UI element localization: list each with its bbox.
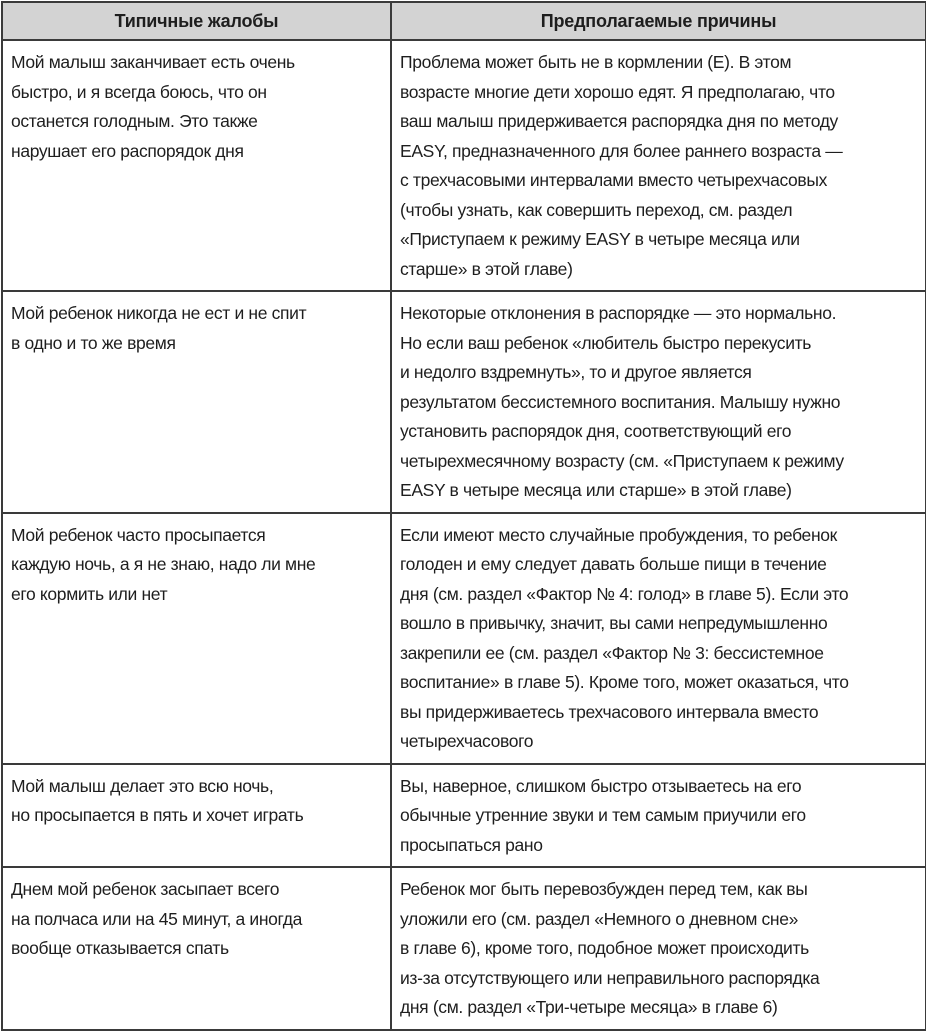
cause-cell: Проблема может быть не в кормлении (Е). В этом возрасте многие дети хорошо едят. Я предполагаю, что ваш малыш придерживается распорядка дня по методу EASY, предназначенного для более раннего возраста — с трехчасовыми интервалами вместо четырехчасовых (чтобы узнать, как совершить переход, см. раздел «Приступаем к режиму EASY в четыре месяца или старше» в этой главе) (391, 40, 926, 291)
table-row (2, 764, 926, 868)
cause-cell: Ребенок мог быть перевозбужден перед тем, как вы уложили его (см. раздел «Немного о дневном сне» в главе 6), кроме того, подобное может происходить из-за отсутствующего или неправильного распорядка дня (см. раздел «Три-четыре месяца» в главе 6) (391, 867, 926, 1030)
complaint-cell: Мой ребенок часто просыпается каждую ночь, а я не знаю, надо ли мне его кормить или нет (2, 513, 391, 764)
complaint-cell: Мой малыш заканчивает есть очень быстро, и я всегда боюсь, что он останется голодным. Это также нарушает его распорядок дня (2, 40, 391, 291)
header-complaints: Типичные жалобы (2, 2, 391, 40)
table-body (2, 40, 926, 1030)
complaint-cell: Мой ребенок никогда не ест и не спит в одно и то же время (2, 291, 391, 513)
cause-cell: Вы, наверное, слишком быстро отзываетесь на его обычные утренние звуки и тем самым приучили его просыпаться рано (391, 764, 926, 868)
table-row (2, 291, 926, 513)
header-row (2, 2, 926, 40)
cause-cell: Некоторые отклонения в распорядке — это нормально. Но если ваш ребенок «любитель быстро перекусить и недолго вздремнуть», то и другое является результатом бессистемного воспитания. Малышу нужно установить распорядок дня, соответствующий его четырехмесячному возрасту (см. «Приступаем к режиму EASY в четыре месяца или старше» в этой главе) (391, 291, 926, 513)
complaints-causes-table (1, 1, 926, 1031)
cause-cell: Если имеют место случайные пробуждения, то ребенок голоден и ему следует давать больше пищи в течение дня (см. раздел «Фактор № 4: голод» в главе 5). Если это вошло в привычку, значит, вы сами непредумышленно закрепили ее (см. раздел «Фактор № 3: бессистемное воспитание» в главе 5). Кроме того, может оказаться, что вы придерживаетесь трехчасового интервала вместо четырехчасового (391, 513, 926, 764)
table-row (2, 40, 926, 291)
table-row (2, 867, 926, 1030)
complaint-cell: Днем мой ребенок засыпает всего на полчаса или на 45 минут, а иногда вообще отказывается спать (2, 867, 391, 1030)
header-causes: Предполагаемые причины (391, 2, 926, 40)
complaint-cell: Мой малыш делает это всю ночь, но просыпается в пять и хочет играть (2, 764, 391, 868)
table-row (2, 513, 926, 764)
table-header (2, 2, 926, 40)
